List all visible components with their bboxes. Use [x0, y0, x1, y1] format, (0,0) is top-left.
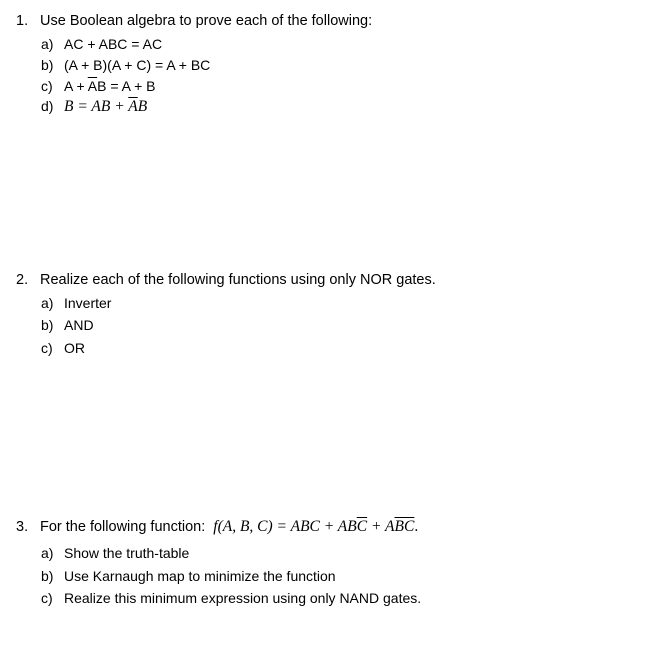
question-3-item-c: [41, 589, 421, 607]
item-text: OR: [64, 340, 85, 356]
item-label: a): [41, 545, 54, 561]
item-label: d): [41, 98, 54, 114]
item-text: Show the truth-table: [64, 545, 190, 561]
item-label: b): [41, 568, 54, 584]
item-label: c): [41, 590, 53, 606]
question-2-item-c: [41, 339, 85, 357]
question-1-item-b: [41, 56, 210, 74]
item-label: c): [41, 340, 53, 356]
formula-overlined-1: $\overline{C}$: [356, 518, 368, 535]
question-1-item-a: [41, 35, 162, 53]
question-3: [16, 518, 418, 536]
item-label: b): [41, 317, 54, 333]
question-1: [16, 12, 372, 30]
item-text: AND: [64, 317, 94, 333]
item-math-after: B: [137, 98, 148, 115]
question-3-item-b: [41, 567, 336, 585]
formula-end: .: [414, 518, 419, 535]
item-text: AC + ABC = AC: [64, 36, 163, 52]
question-3-text: For the following function:: [40, 519, 206, 535]
question-1-item-c: [41, 77, 155, 95]
formula-overlined-2: $\overline{BC}$: [394, 518, 415, 535]
formula-lhs: f(A, B, C) = ABC + AB: [213, 518, 357, 535]
item-label: c): [41, 78, 53, 94]
item-math-before: B = AB +: [64, 98, 129, 115]
question-1-number: 1.: [16, 13, 29, 29]
item-label: a): [41, 36, 54, 52]
item-text-before: A +: [64, 78, 88, 94]
question-2-number: 2.: [16, 272, 29, 288]
item-label: a): [41, 295, 54, 311]
item-label: b): [41, 57, 54, 73]
formula-plus: + A: [367, 518, 395, 535]
item-overlined: $\overline{A}$: [87, 78, 98, 94]
question-1-item-d: [41, 97, 147, 116]
item-text: Inverter: [64, 295, 112, 311]
question-1-text: Use Boolean algebra to prove each of the following:: [40, 13, 373, 29]
item-text-after: B = A + B: [97, 78, 156, 94]
question-3-item-a: [41, 544, 189, 562]
item-text: (A + B)(A + C) = A + BC: [64, 57, 211, 73]
question-2-text: Realize each of the following functions using only NOR gates.: [40, 272, 436, 288]
item-text: Use Karnaugh map to minimize the function: [64, 568, 336, 584]
item-text: Realize this minimum expression using only NAND gates.: [64, 590, 422, 606]
item-math-overlined: $\overline{A}$: [128, 98, 138, 115]
question-2-item-b: [41, 316, 94, 334]
question-3-formula: [213, 518, 418, 535]
question-2: [16, 271, 436, 289]
question-3-number: 3.: [16, 519, 29, 535]
question-2-item-a: [41, 294, 111, 312]
